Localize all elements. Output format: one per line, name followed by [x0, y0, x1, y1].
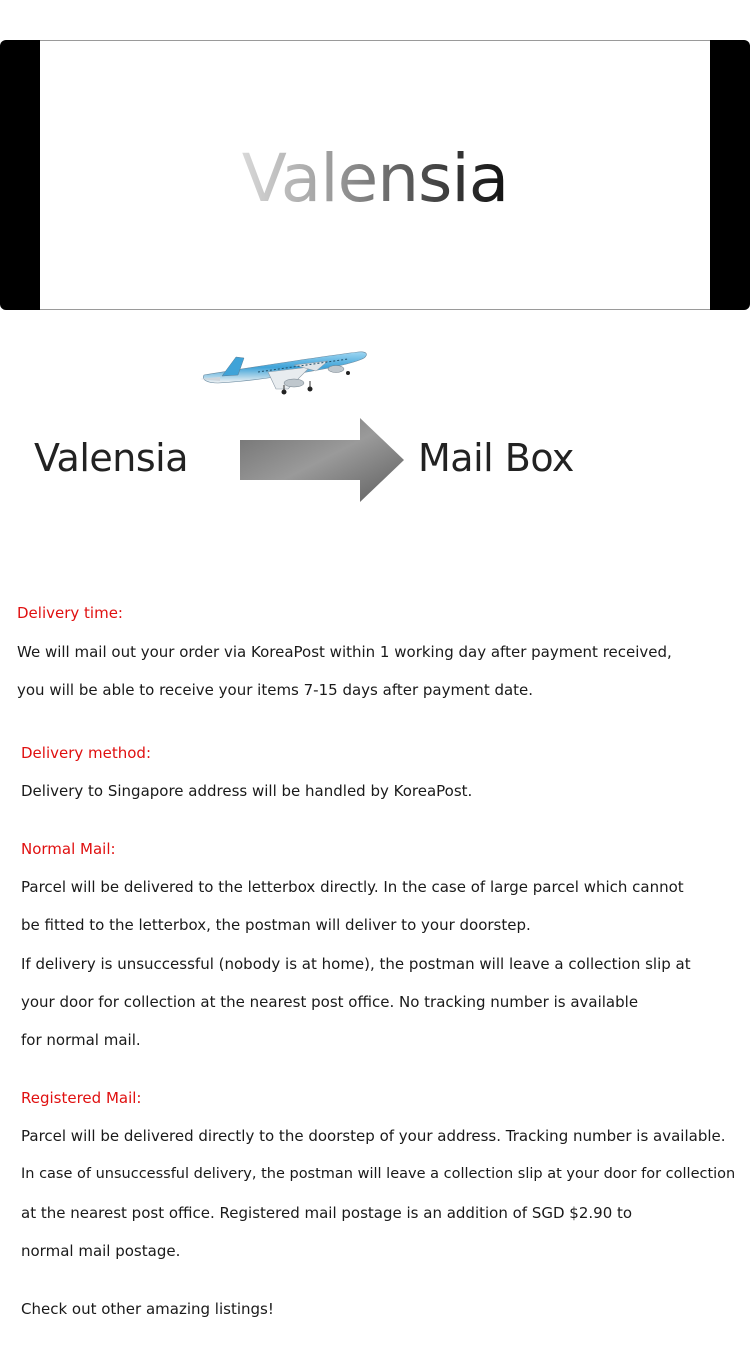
- normal-mail-line: Parcel will be delivered to the letterbox directly. In the case of large parcel which cannot: [21, 878, 684, 896]
- normal-mail-line: for normal mail.: [21, 1031, 141, 1049]
- arrow-right-icon: [240, 418, 404, 502]
- brand-logo-title: Valensia: [241, 139, 509, 217]
- delivery-time-heading: Delivery time:: [17, 604, 123, 622]
- footer-note: Check out other amazing listings!: [21, 1300, 274, 1318]
- origin-label: Valensia: [34, 436, 188, 480]
- brand-banner: [0, 40, 750, 310]
- registered-mail-line: In case of unsuccessful delivery, the postman will leave a collection slip at your door for collection: [21, 1166, 736, 1182]
- registered-mail-line: at the nearest post office. Registered mail postage is an addition of SGD $2.90 to: [21, 1204, 633, 1222]
- delivery-time-line: We will mail out your order via KoreaPost within 1 working day after payment received,: [17, 643, 672, 661]
- registered-mail-heading: Registered Mail:: [21, 1089, 142, 1107]
- normal-mail-line: be fitted to the letterbox, the postman will deliver to your doorstep.: [21, 916, 531, 934]
- normal-mail-line: If delivery is unsuccessful (nobody is at home), the postman will leave a collection slip at: [21, 955, 691, 973]
- delivery-method-heading: Delivery method:: [21, 744, 152, 762]
- normal-mail-line: your door for collection at the nearest post office. No tracking number is available: [21, 993, 639, 1011]
- delivery-time-line: you will be able to receive your items 7-15 days after payment date.: [17, 681, 534, 699]
- destination-label: Mail Box: [418, 436, 574, 480]
- registered-mail-line: normal mail postage.: [21, 1242, 181, 1260]
- airplane-icon: [198, 345, 370, 400]
- normal-mail-heading: Normal Mail:: [21, 840, 116, 858]
- delivery-method-line: Delivery to Singapore address will be handled by KoreaPost.: [21, 782, 473, 800]
- registered-mail-line: Parcel will be delivered directly to the doorstep of your address. Tracking number is available.: [21, 1127, 726, 1145]
- banner-panel: [40, 40, 710, 310]
